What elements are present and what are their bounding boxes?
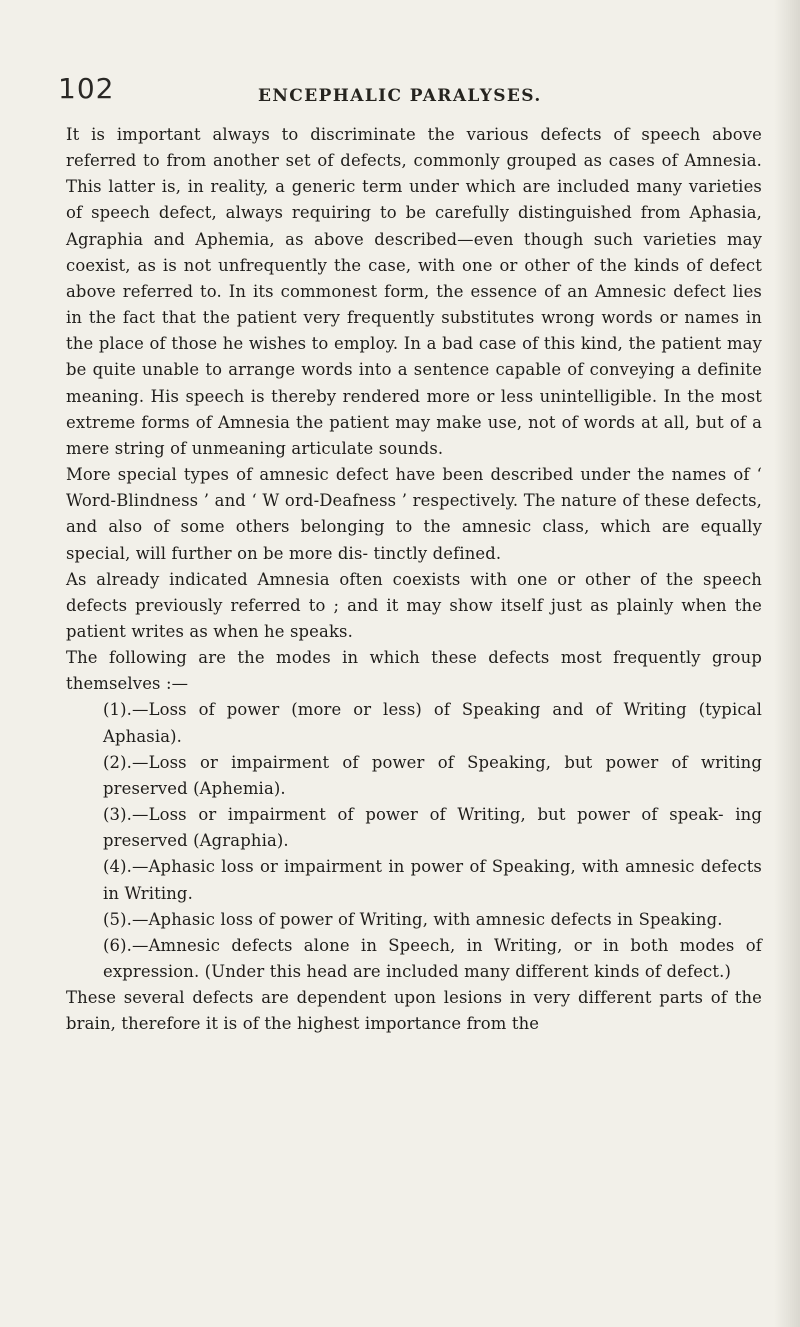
paragraph: As already indicated Amnesia often coexists with one or other of the speech defects previously referred to ; and it may show itself just as plainly when the patient writes as when he speaks.: [66, 569, 762, 641]
running-title: ENCEPHALIC PARALYSES.: [258, 86, 542, 106]
paragraph: More special types of amnesic defect have been described under the names of ‘ Word-Blindness ’ and ‘ W ord-Deafness ’ respectively. The nature of these defects, and also of some others belonging to the amnesic class, which are equally special, will further on be more dis- tinctly defined.: [66, 465, 762, 563]
list-item: (2).—Loss or impairment of power of Speaking, but power of writing preserved (Aphemia).: [103, 752, 762, 798]
list-item: (3).—Loss or impairment of power of Writing, but power of speak- ing preserved (Agraphia).: [103, 805, 762, 851]
page-number: 102: [58, 72, 115, 105]
paragraph: It is important always to discriminate the various defects of speech above referred to from another set of defects, commonly grouped as cases of Amnesia. This latter is, in reality, a generic term under which are included many varieties of speech defect, always requiring to be carefully distinguished from Aphasia, Agraphia and Aphemia, as above described—even though such varieties may coexist, as is not unfrequently the case, with one or other of the kinds of defect above referred to. In its commonest form, the essence of an Amnesic defect lies in the fact that the patient very frequently substitutes wrong words or names in the place of those he wishes to employ. In a bad case of this kind, the patient may be quite unable to arrange words into a sentence capable of conveying a definite meaning. His speech is thereby rendered more or less unintelligible. In the most extreme forms of Amnesia the patient may make use, not of words at all, but of a mere string of unmeaning articulate sounds.: [66, 125, 762, 458]
paragraph: The following are the modes in which these defects most frequently group themselves :—: [66, 648, 762, 694]
list-item: (6).—Amnesic defects alone in Speech, in Writing, or in both modes of expression. (Under this head are included many different kinds of defect.): [103, 935, 762, 981]
body-text: [66, 122, 762, 1037]
list-item: (4).—Aphasic loss or impairment in power of Speaking, with amnesic defects in Writing.: [103, 857, 762, 903]
page-header: [58, 72, 758, 112]
list-item: (5).—Aphasic loss of power of Writing, with amnesic defects in Speaking.: [103, 909, 723, 929]
closing-paragraph: These several defects are dependent upon lesions in very different parts of the brain, therefore it is of the highest importance from the: [66, 988, 762, 1034]
page-edge-shadow: [774, 0, 800, 1327]
list-item: (1).—Loss of power (more or less) of Speaking and of Writing (typical Aphasia).: [103, 700, 762, 746]
